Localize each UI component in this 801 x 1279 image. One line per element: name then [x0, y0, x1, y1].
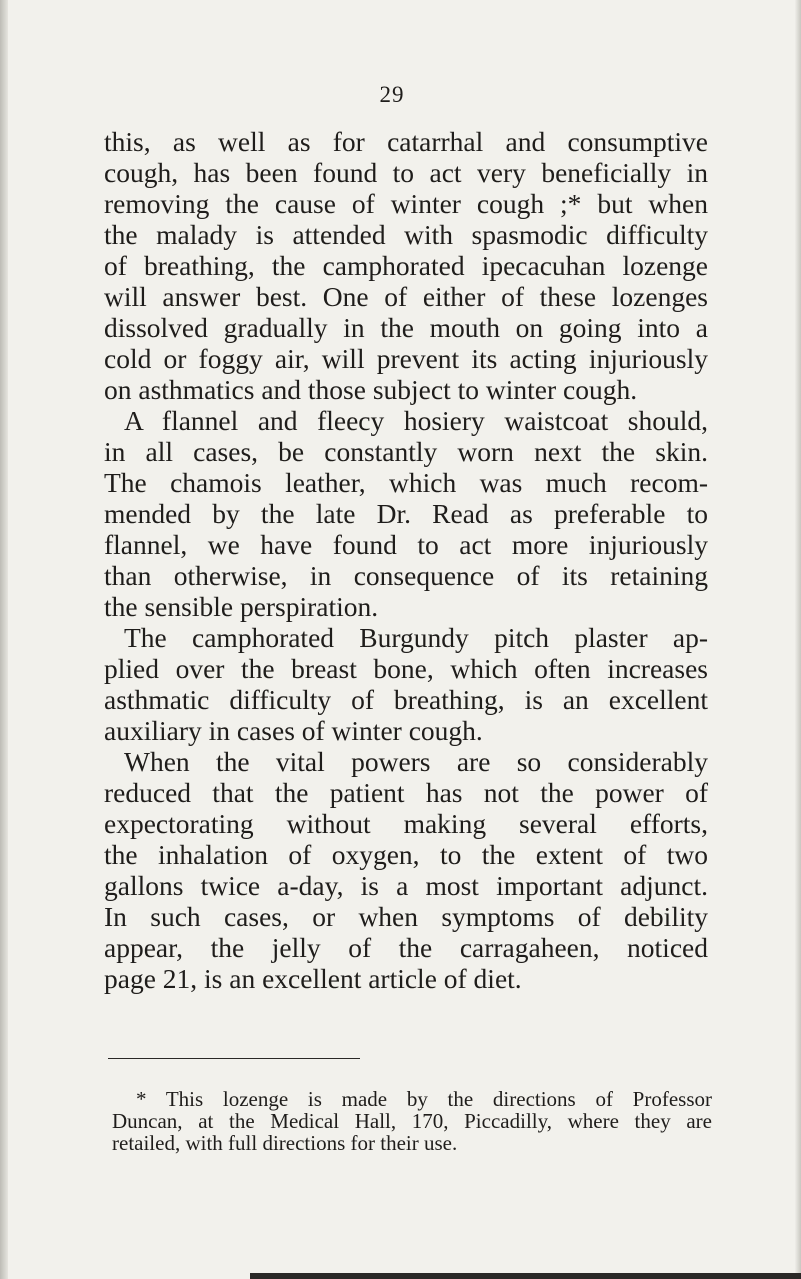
footnote-line: Duncan, at the Medical Hall, 170, Piccadilly, where they are: [112, 1109, 712, 1133]
text-line: asthmatic difficulty of breathing, is an excellent: [104, 684, 708, 715]
text-line: in all cases, be constantly worn next the skin.: [104, 436, 708, 467]
text-line: When the vital powers are so considerably: [124, 746, 708, 777]
text-line: expectorating without making several efforts,: [104, 808, 708, 839]
text-line: cold or foggy air, will prevent its acting injuriously: [104, 343, 708, 374]
text-line: reduced that the patient has not the power of: [104, 777, 708, 808]
text-line: mended by the late Dr. Read as preferable to: [104, 498, 708, 529]
text-line: the inhalation of oxygen, to the extent of two: [104, 839, 708, 870]
text-line: gallons twice a-day, is a most important adjunct.: [104, 870, 708, 901]
text-line: The camphorated Burgundy pitch plaster ap-: [124, 622, 708, 653]
footnote-divider: [108, 1058, 360, 1059]
text-line: the malady is attended with spasmodic difficulty: [104, 219, 708, 250]
text-line: cough, has been found to act very beneficially in: [104, 157, 708, 188]
text-line: on asthmatics and those subject to winter cough.: [104, 374, 638, 405]
text-line: flannel, we have found to act more injuriously: [104, 529, 708, 560]
page-outer-edge: [795, 0, 801, 1279]
footnote-line: * This lozenge is made by the directions of Professor: [136, 1087, 712, 1111]
page-number: 29: [379, 82, 405, 107]
text-line: removing the cause of winter cough ;* but when: [104, 188, 708, 219]
page-bottom-shadow: [250, 1273, 801, 1279]
text-line: In such cases, or when symptoms of debility: [104, 901, 708, 932]
text-line: plied over the breast bone, which often increases: [104, 653, 708, 684]
text-line: appear, the jelly of the carragaheen, noticed: [104, 932, 708, 963]
text-line: the sensible perspiration.: [104, 591, 379, 622]
text-line: this, as well as for catarrhal and consumptive: [104, 126, 708, 157]
footnote-line: retailed, with full directions for their use.: [112, 1131, 458, 1155]
text-line: auxiliary in cases of winter cough.: [104, 715, 483, 746]
text-line: dissolved gradually in the mouth on going into a: [104, 312, 708, 343]
body-text: [104, 126, 708, 994]
text-line: The chamois leather, which was much recom-: [104, 467, 708, 498]
text-line: than otherwise, in consequence of its retaining: [104, 560, 708, 591]
text-line: of breathing, the camphorated ipecacuhan lozenge: [104, 250, 708, 281]
page-binding-edge: [0, 0, 8, 1279]
text-line: A flannel and fleecy hosiery waistcoat should,: [124, 405, 708, 436]
text-line: will answer best. One of either of these lozenges: [104, 281, 708, 312]
footnote: [112, 1088, 712, 1154]
text-line: page 21, is an excellent article of diet.: [104, 963, 522, 994]
